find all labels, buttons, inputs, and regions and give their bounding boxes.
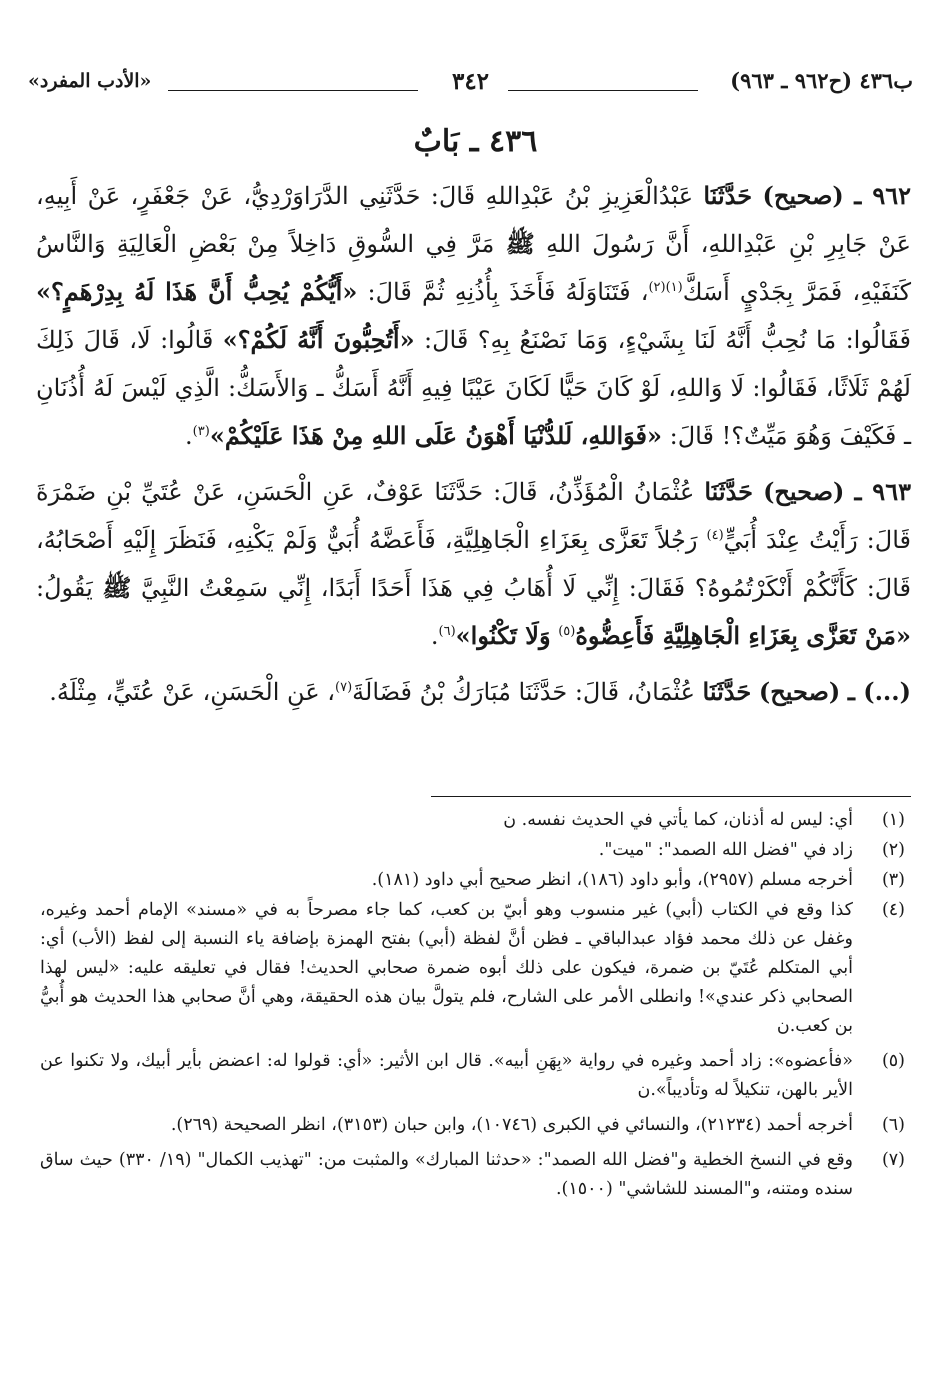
header-rule-right <box>508 90 698 91</box>
hadith-text: ، عَنِ الْحَسَنِ، عَنْ عُتَيٍّ، مِثْلَهُ. <box>49 678 336 706</box>
footnote-ref: (٣) <box>192 424 210 439</box>
hadith-number: (...) ـ <box>847 677 911 706</box>
footnote-text: «فأعضوه»: زاد أحمد وغيره في رواية «بِهَنِ أبيه». قال ابن الأثير: «أي: قولوا له: اعضض بأير أبيك، ولا تكنوا عن الأير بالهن، تنكيلاً له وتأديباً».ن <box>40 1051 853 1100</box>
footnote-text: وقع في النسخ الخطية و"فضل الله الصمد": «حدثنا المبارك» والمثبت من: "تهذيب الكمال" (١٩/ ٣٣٠) حيث ساق سنده ومتنه، و"المسند للشاشي" (١٥٠٠). <box>40 1150 854 1199</box>
footnote-number: (٣) <box>881 870 905 890</box>
period: . <box>430 622 439 650</box>
running-header <box>28 68 913 104</box>
footnote <box>40 836 909 865</box>
hadith-963 <box>36 468 911 660</box>
prophet-quote: «مَنْ تَعَزَّى بِعَزَاءِ الْجَاهِلِيَّةِ فَأَعِضُّوهُ <box>575 621 911 650</box>
footnotes <box>40 806 909 1210</box>
book-title: «الأدب المفرد» <box>28 70 152 92</box>
footnote-number: (٥) <box>881 1051 905 1071</box>
header-reference: ب٤٣٦ (ح٩٦٢ ـ ٩٦٣) <box>730 68 913 93</box>
footnote <box>40 866 909 895</box>
footnote-text: أي: ليس له أذنان، كما يأتي في الحديث نفسه. ن <box>503 810 853 830</box>
footnote <box>40 1111 909 1140</box>
footnote <box>40 806 909 835</box>
haddathana: حَدَّثَنَا <box>703 181 753 210</box>
footnote-ref: (٢) <box>648 280 666 295</box>
hadith-text: رَجُلاً تَعَزَّى بِعَزَاءِ الْجَاهِلِيَّةِ، فَأَعَضَّهُ أُبَيٌّ وَلَمْ يَكْنِهِ، فَنَظَرَ إِلَيْهِ أَصْحَابُهُ، قَالَ: كَأَنَّكُمْ أَنْكَرْتُمُوهُ؟ فَقَالَ: إِنِّي لَا أُهَابُ فِي هَذَا أَحَدًا أَبَدًا، إِنِّي سَمِعْتُ النَّبِيَّ <box>36 526 911 602</box>
hadith-text: عُثْمَانُ، قَالَ: حَدَّثَنَا مُبَارَكُ بْنُ فَضَالَةَ <box>352 678 695 706</box>
footnote <box>40 1047 909 1105</box>
period: . <box>185 422 193 450</box>
prophet-quote: وَلَا تَكْنُوا» <box>455 621 551 650</box>
footnote-number: (٧) <box>881 1150 905 1170</box>
footnote-divider <box>431 796 911 797</box>
footnote-ref: (٥) <box>558 624 576 639</box>
chapter-title: ٤٣٦ ـ بَابٌ <box>413 124 538 159</box>
header-rule-left <box>168 90 418 91</box>
haddathana: حَدَّثَنَا <box>702 677 752 706</box>
page-number: ٣٤٢ <box>451 68 490 95</box>
hadith-text: عَبْدُالْعَزِيزِ بْنُ عَبْدِاللهِ قَالَ: حَدَّثَنِي الدَّرَاوَرْدِيُّ، عَنْ جَعْفَرٍ، عَنْ أَبِيهِ، عَنْ جَابِرِ بْنِ عَبْدِاللهِ، أَنَّ رَسُولَ اللهِ <box>36 182 911 258</box>
hadith-grade: (صحيح) <box>762 181 844 210</box>
footnote <box>40 896 909 1041</box>
hadith-text: يَقُولُ: <box>36 574 93 602</box>
footnote-number: (١) <box>881 810 905 830</box>
main-text <box>36 172 911 724</box>
footnote-ref: (٤) <box>706 528 724 543</box>
footnote-ref: (٦) <box>438 624 456 639</box>
hadith-number: ٩٦٣ ـ <box>854 477 911 506</box>
footnote-text: أخرجه أحمد (٢١٢٣٤)، والنسائي في الكبرى (١٠٧٤٦)، وابن حبان (٣١٥٣)، انظر الصحيحة (٢٦٩). <box>170 1115 853 1135</box>
footnote <box>40 1146 909 1204</box>
footnote-text: أخرجه مسلم (٢٩٥٧)، وأبو داود (١٨٦)، انظر صحيح أبي داود (١٨١). <box>371 870 853 890</box>
footnote-text: زاد في "فضل الله الصمد": "ميت". <box>598 840 853 860</box>
hadith-repeat <box>36 668 911 716</box>
footnote-number: (٤) <box>881 900 905 920</box>
footnote-text: كذا وقع في الكتاب (أبي) غير منسوب وهو أبيّ بن كعب، كما جاء مصرحاً به في «مسند» الإمام أحمد وغيره، وغفل عن ذلك محمد فؤاد عبدالباقي ـ فظن أنَّ لفظة (أبي) بفتح الهمزة بإضافة ياء النسبة إلى لفظ (الأب) أي: أبي المتكلم عُتَيّ بن ضمرة، فيكون على ذلك أبوه ضمرة صحابي الحديث! فقال في تعليقه عليه: «ليس لهذا الصحابي ذكر عندي»! وانطلى الأمر على الشارح، فلم يتولَّ بيان هذه الحقيقة، وهي أنَّ صحابي هذا الحديث هو أُبيُّ بن كعب.ن <box>40 900 853 1036</box>
footnote-number: (٦) <box>881 1115 905 1135</box>
hadith-text: قَالُوا: لَا، قَالَ ذَلِكَ لَهُمْ ثَلَاثًا، فَقَالُوا: لَا وَاللهِ، لَوْ كَانَ حَيًّا لَكَانَ عَيْبًا فِيهِ أَنَّهُ أَسَكُّ ـ وَالأَسَكُّ: الَّذِي لَيْسَ لَهُ أُذُنَانِ ـ فَكَيْفَ وَهُوَ مَيِّتٌ؟! قَالَ: <box>36 326 911 450</box>
hadith-text: ، فَتَنَاوَلَهُ فَأَخَذَ بِأُذُنِهِ ثُمَّ قَالَ: <box>367 278 649 306</box>
hadith-text: عُثْمَانُ الْمُؤَذِّنُ، قَالَ: حَدَّثَنَا عَوْفٌ، عَنِ الْحَسَنِ، عَنْ عُتَيِّ بْنِ ضَمْرَةَ قَالَ: رَأَيْتُ عِنْدَ أُبَيٍّ <box>36 478 911 554</box>
footnote-number: (٢) <box>881 840 905 860</box>
prophet-quote: «أَتُحِبُّونَ أَنَّهُ لَكُمْ؟» <box>222 325 415 354</box>
hadith-grade: (صحيح) <box>758 677 841 706</box>
hadith-number: ٩٦٢ ـ <box>854 181 911 210</box>
hadith-text: فَقَالُوا: مَا نُحِبُّ أَنَّهُ لَنَا بِشَيْءٍ، وَمَا نَصْنَعُ بِهِ؟ قَالَ: <box>424 326 911 354</box>
salutation-glyph: ﷺ <box>505 229 535 258</box>
hadith-text: مَرَّ فِي السُّوقِ دَاخِلاً مِنْ بَعْضِ الْعَالِيَةِ وَالنَّاسُ كَنَفَيْهِ، فَمَرَّ بِجَدْيٍ أَسَكَّ <box>36 230 912 306</box>
footnote-ref: (١) <box>665 280 683 295</box>
hadith-962 <box>36 172 911 460</box>
prophet-quote: «أَيُّكُمْ يُحِبُّ أَنَّ هَذَا لَهُ بِدِرْهَمٍ؟» <box>36 277 358 306</box>
prophet-quote: «فَوَاللهِ، لَلدُّنْيَا أَهْوَنُ عَلَى اللهِ مِنْ هَذَا عَلَيْكُمْ» <box>209 421 662 450</box>
footnote-ref: (٧) <box>335 680 353 695</box>
hadith-grade: (صحيح) <box>763 477 845 506</box>
salutation-glyph: ﷺ <box>102 573 132 602</box>
haddathana: حَدَّثَنَا <box>704 477 754 506</box>
